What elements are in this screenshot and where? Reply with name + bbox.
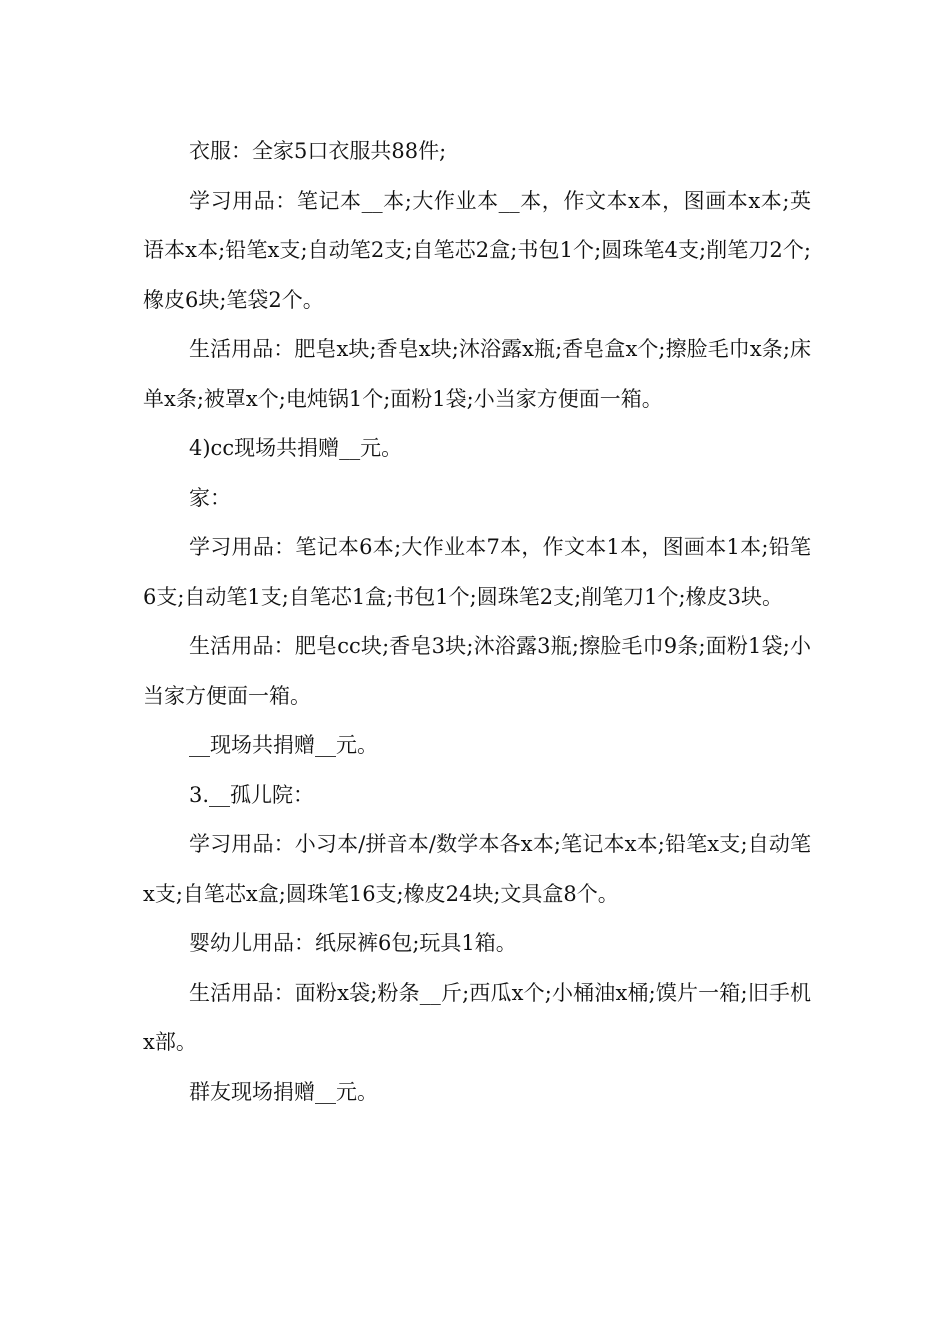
paragraph-group-donation: 群友现场捐赠__元。: [189, 1079, 378, 1104]
paragraph-school-supplies-2: 学习用品：笔记本6本;大作业本7本，作文本1本，图画本1本;铅笔6支;自动笔1支;自笔芯1盒;书包1个;圆珠笔2支;削笔刀1个;橡皮3块。: [143, 535, 811, 609]
paragraph-school-supplies-1: 学习用品：笔记本__本;大作业本__本，作文本x本，图画本x本;英语本x本;铅笔x支;自动笔2支;自笔芯2盒;书包1个;圆珠笔4支;削笔刀2个;橡皮6块;笔袋2个。: [143, 188, 811, 312]
paragraph-school-supplies-3: 学习用品：小习本/拼音本/数学本各x本;笔记本x本;铅笔x支;自动笔x支;自笔芯x盒;圆珠笔16支;橡皮24块;文具盒8个。: [143, 832, 811, 906]
paragraph-daily-supplies-2: 生活用品：肥皂cc块;香皂3块;沐浴露3瓶;擦脸毛巾9条;面粉1袋;小当家方便面一箱。: [143, 634, 811, 708]
paragraph-donation-2: __现场共捐赠__元。: [189, 733, 378, 757]
paragraph-donation-cc: 4)cc现场共捐赠__元。: [189, 436, 403, 460]
paragraph-family: 家：: [189, 485, 231, 510]
paragraph-daily-supplies-3: 生活用品：面粉x袋;粉条__斤;西瓜x个;小桶油x桶;馍片一箱;旧手机x部。: [143, 980, 811, 1054]
document-body: [143, 127, 811, 1117]
paragraph-infant-supplies: 婴幼儿用品：纸尿裤6包;玩具1箱。: [189, 931, 517, 955]
paragraph-daily-supplies-1: 生活用品：肥皂x块;香皂x块;沐浴露x瓶;香皂盒x个;擦脸毛巾x条;床单x条;被罩x个;电炖锅1个;面粉1袋;小当家方便面一箱。: [143, 337, 811, 411]
section-heading-orphanage: 3.__孤儿院：: [189, 782, 315, 807]
paragraph-clothes: 衣服：全家5口衣服共88件;: [189, 139, 447, 163]
